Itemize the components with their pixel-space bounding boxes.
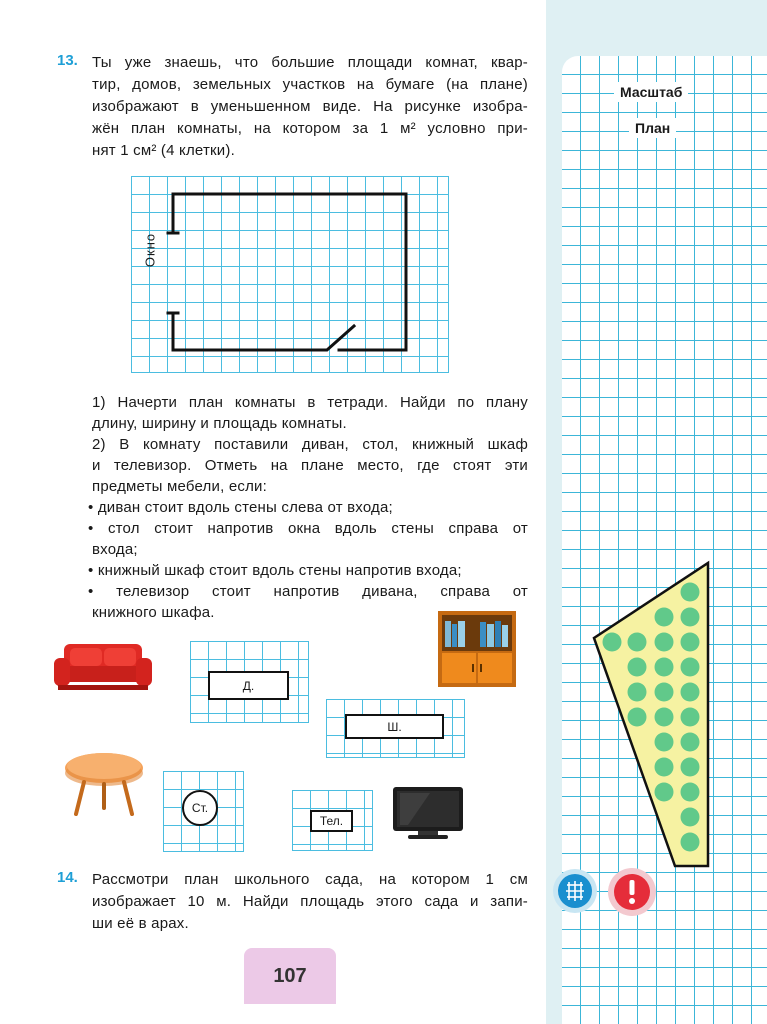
garden-dot	[681, 683, 700, 702]
garden-dot	[628, 683, 647, 702]
question-line: • книжный шкаф стоит вдоль стены напротив входа;	[88, 562, 462, 579]
garden-dot	[628, 658, 647, 677]
task-14-line: Рассмотри план школьного сада, на котором 1 см	[92, 871, 528, 888]
garden-dot	[681, 783, 700, 802]
sofa-rect: Д.	[208, 671, 289, 700]
intro-line: тир, домов, земельных участков на бумаге (на плане)	[92, 76, 528, 93]
intro-line: жён план комнаты, на котором за 1 м² условно при-	[92, 120, 528, 137]
intro-line: Ты уже знаешь, что большие площади комнат, квар-	[92, 54, 528, 71]
garden-plan	[590, 560, 715, 870]
question-line: 1) Начерти план комнаты в тетради. Найди по плану	[92, 394, 528, 411]
exclamation-icon[interactable]	[608, 868, 656, 916]
garden-dot	[603, 633, 622, 652]
tv-picture	[390, 784, 466, 842]
scale-label: Масштаб	[614, 82, 688, 102]
garden-dot	[655, 758, 674, 777]
window-label: Окно	[142, 232, 158, 268]
task-14-text	[92, 869, 528, 935]
garden-dot	[681, 583, 700, 602]
garden-dot	[628, 633, 647, 652]
table-picture	[62, 750, 146, 820]
exclamation-icon-glyph	[608, 868, 656, 916]
garden-dot	[655, 708, 674, 727]
grid-icon[interactable]	[553, 869, 597, 913]
bookcase-picture	[436, 609, 520, 691]
intro-line: нят 1 см² (4 клетки).	[92, 142, 235, 159]
table-circle: Ст.	[182, 790, 218, 826]
garden-dot	[655, 733, 674, 752]
garden-dot	[655, 683, 674, 702]
question-line: предметы мебели, если:	[92, 478, 267, 495]
bookcase-rect: Ш.	[345, 714, 444, 739]
garden-dot	[628, 708, 647, 727]
garden-dot	[655, 658, 674, 677]
garden-dot	[681, 808, 700, 827]
tv-rect: Тел.	[310, 810, 353, 832]
garden-dot	[655, 783, 674, 802]
sofa-picture	[50, 638, 156, 694]
question-line: и телевизор. Отметь на плане место, где стоят эти	[92, 457, 528, 474]
task-13-intro	[92, 52, 528, 162]
question-line: входа;	[92, 541, 138, 558]
task-14-line: изображает 10 м. Найди площадь этого сада и запи-	[92, 893, 528, 910]
task-14-line: ши её в арах.	[92, 915, 189, 932]
question-line: • стол стоит напротив окна вдоль стены справа от	[88, 520, 528, 537]
page-number: 107	[244, 948, 336, 1004]
task-14-number: 14.	[57, 869, 78, 886]
plan-label: План	[629, 118, 676, 138]
garden-dot	[681, 733, 700, 752]
task-13-number: 13.	[57, 52, 78, 69]
garden-dot	[681, 608, 700, 627]
garden-dot	[681, 833, 700, 852]
garden-dot	[681, 658, 700, 677]
garden-dot	[681, 758, 700, 777]
question-line: 2) В комнату поставили диван, стол, книжный шкаф	[92, 436, 528, 453]
garden-dot	[655, 608, 674, 627]
question-line: длину, ширину и площадь комнаты.	[92, 415, 347, 432]
task-13-questions	[88, 392, 528, 622]
grid-icon-glyph	[553, 869, 597, 913]
intro-line: изображают в уменьшенном виде. На рисунке изобра-	[92, 98, 528, 115]
garden-dot	[681, 633, 700, 652]
garden-dot	[655, 633, 674, 652]
question-line: книжного шкафа.	[92, 604, 215, 621]
garden-dot	[681, 708, 700, 727]
room-plan-walls	[131, 176, 451, 376]
question-line: • телевизор стоит напротив дивана, справа от	[88, 583, 528, 600]
question-line: • диван стоит вдоль стены слева от входа;	[88, 499, 393, 516]
